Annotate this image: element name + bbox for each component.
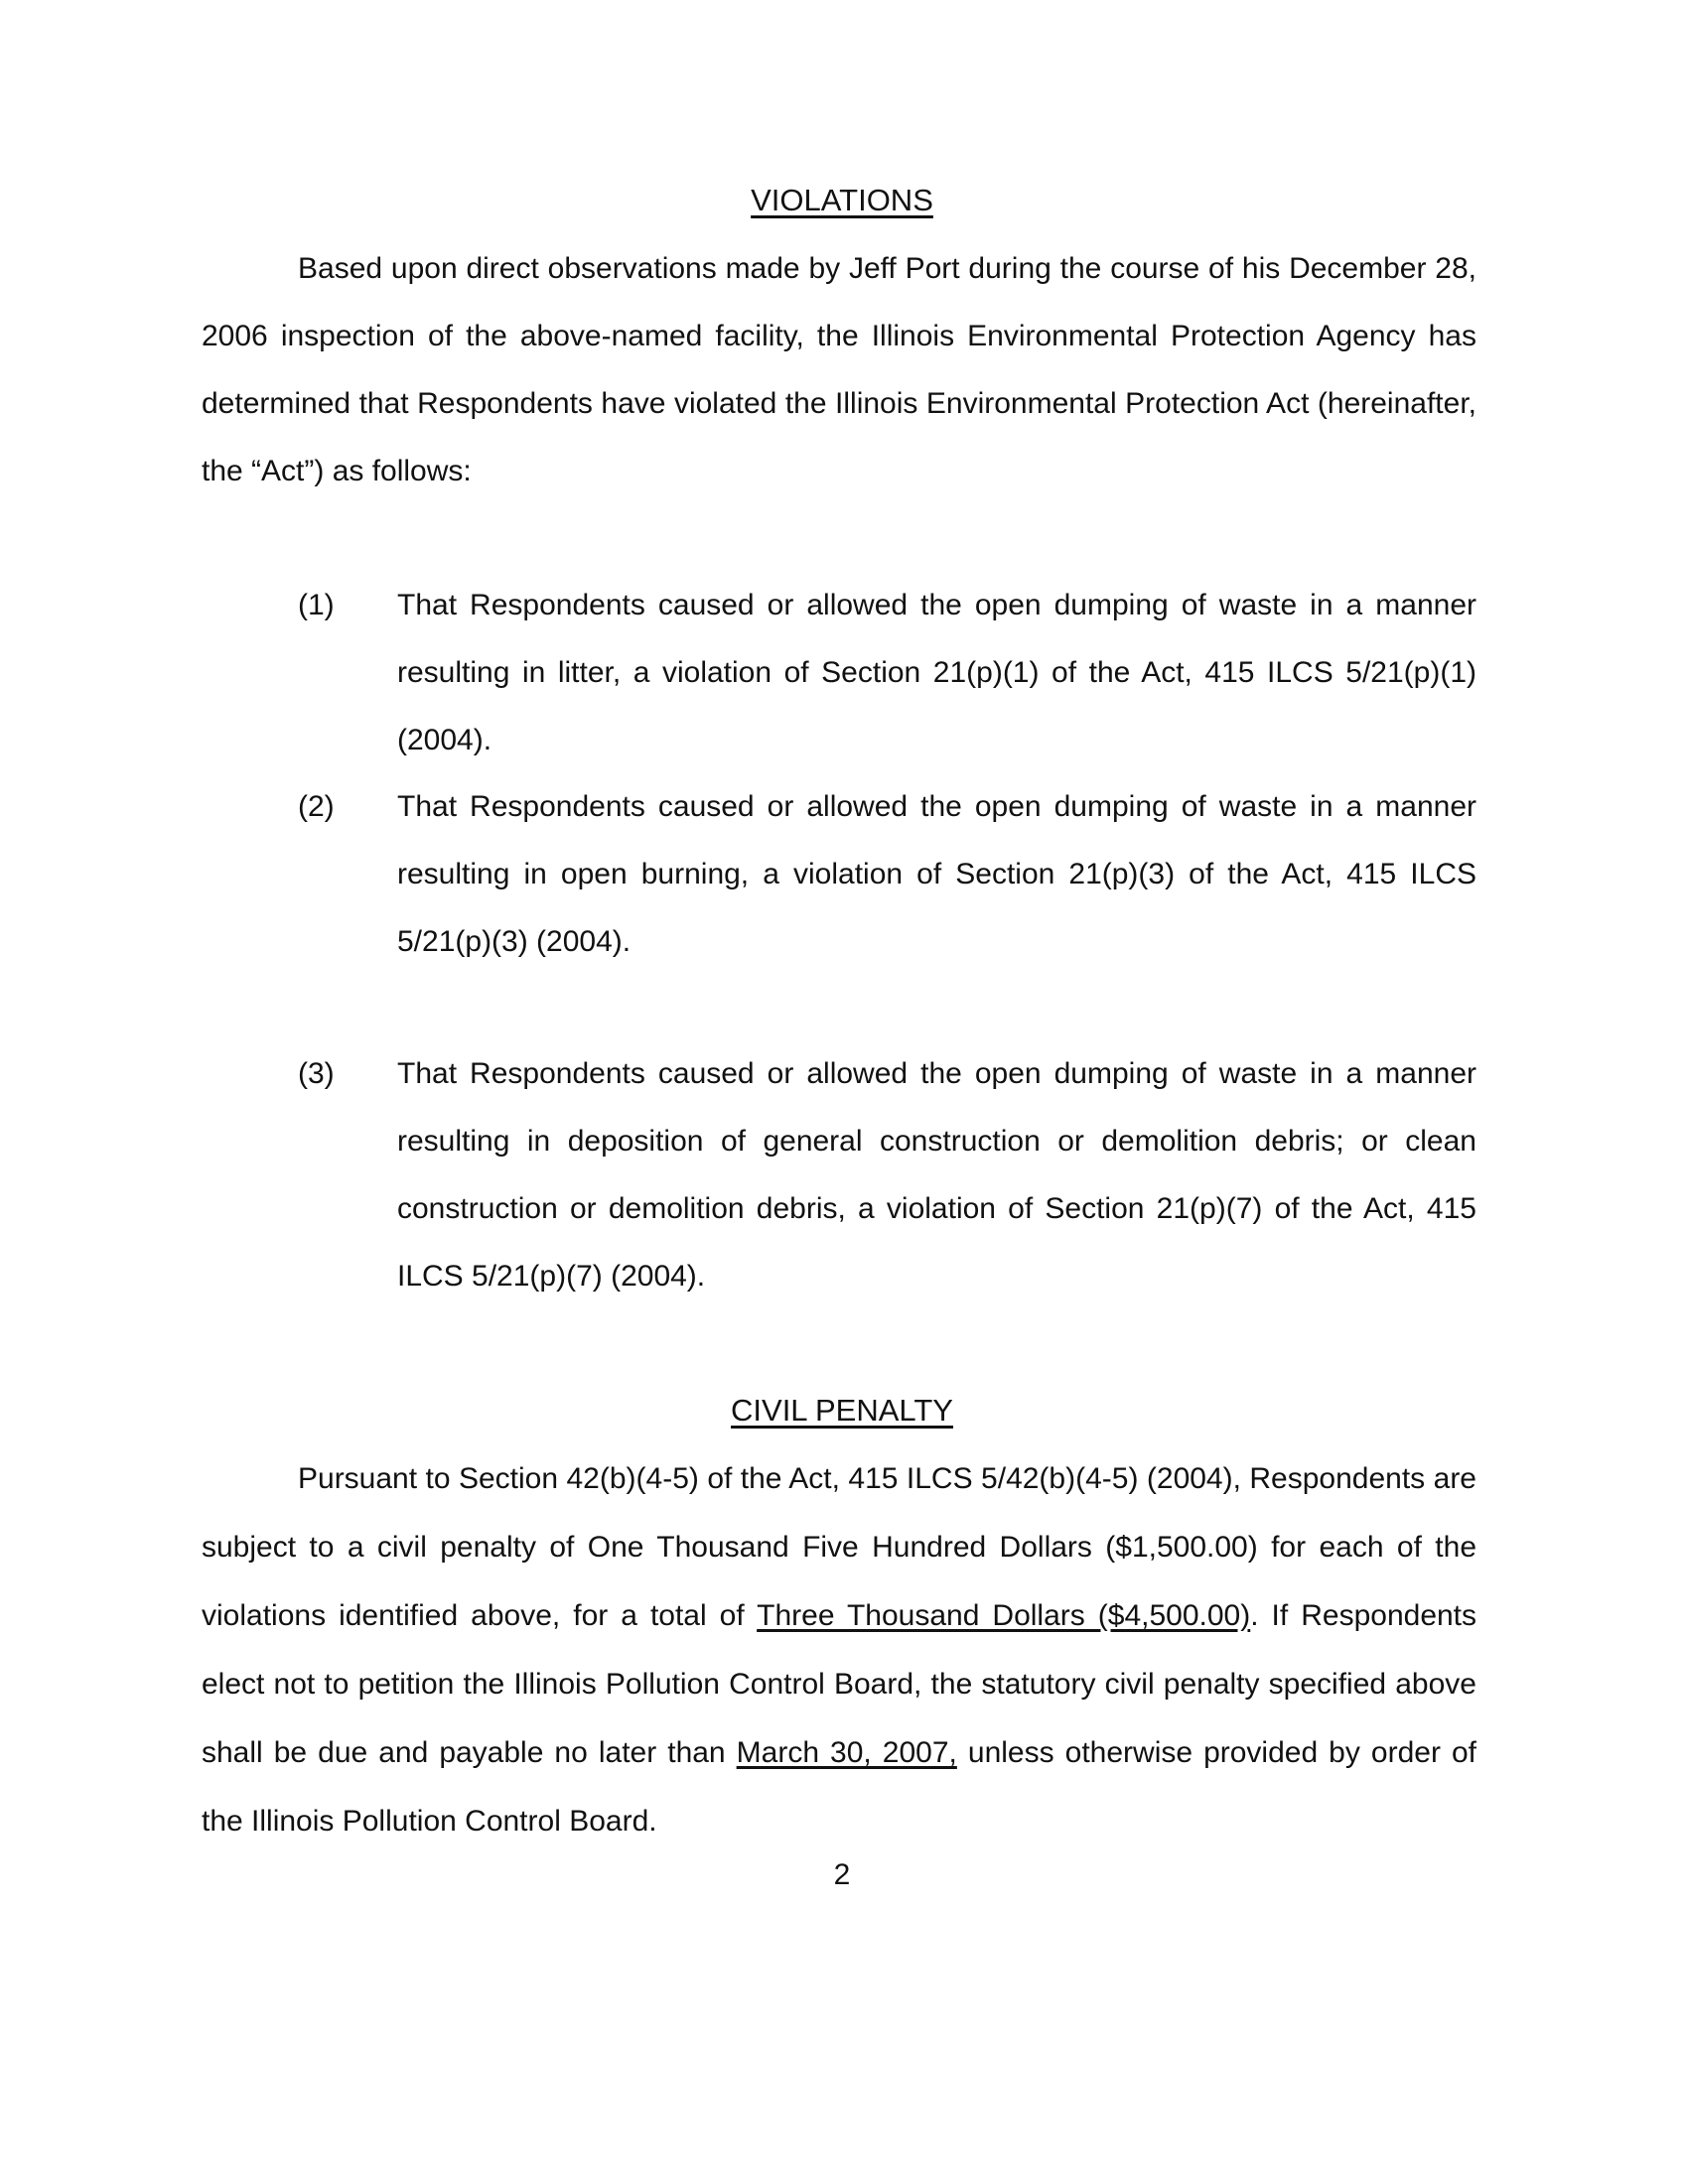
violation-item-2-text: That Respondents caused or allowed the open dumping of waste in a manner resulting in open burning, a violation of Section 21(p)(3) of the Act, 415 ILCS 5/21(p)(3) (2004).	[397, 790, 1476, 958]
violation-item-1-number: (1)	[298, 589, 335, 621]
violation-item-3-number: (3)	[298, 1057, 335, 1090]
violation-item-3-text: That Respondents caused or allowed the open dumping of waste in a manner resulting in deposition of general construction or demolition debris; or clean construction or demolition debris, a violation of Section 21(p)(7) of the Act, 415 ILCS 5/21(p)(7) (2004).	[397, 1057, 1476, 1293]
penalty-due-date: March 30, 2007,	[736, 1736, 957, 1769]
violations-intro-paragraph: Based upon direct observations made by Jeff Port during the course of his December 28, 2006 inspection of the above-named facility, the Illinois Environmental Protection Agency has determined that Respondents have violated the Illinois Environmental Protection Act (hereinafter, the “Act”) as follows:	[202, 252, 1476, 487]
violation-item-2-number: (2)	[298, 790, 335, 823]
civil-penalty-text-part1: Pursuant to Section 42(b)(4-5) of the Act, 415 ILCS 5/42(b)(4-5) (2004), Respondents are subject to a civil penalty of One Thousand Five Hundred Dollars ($1,500.00) for each of the violations identified above, for a total of	[202, 1462, 1476, 1632]
page-number: 2	[833, 1858, 851, 1891]
civil-penalty-heading: CIVIL PENALTY	[731, 1393, 953, 1428]
violations-heading: VIOLATIONS	[751, 183, 933, 217]
penalty-total-amount: Three Thousand Dollars ($4,500.00)	[757, 1599, 1251, 1632]
civil-penalty-text-part2: . If Respondents elect not to petition the Illinois Pollution Control Board, the statutory civil penalty specified above shall be due and payable no later than	[202, 1599, 1477, 1769]
civil-penalty-paragraph	[202, 1444, 1476, 1855]
civil-penalty-text-part3: unless otherwise provided by order of the Illinois Pollution Control Board.	[202, 1736, 1476, 1838]
violation-item-1-text: That Respondents caused or allowed the open dumping of waste in a manner resulting in litter, a violation of Section 21(p)(1) of the Act, 415 ILCS 5/21(p)(1) (2004).	[397, 589, 1476, 756]
